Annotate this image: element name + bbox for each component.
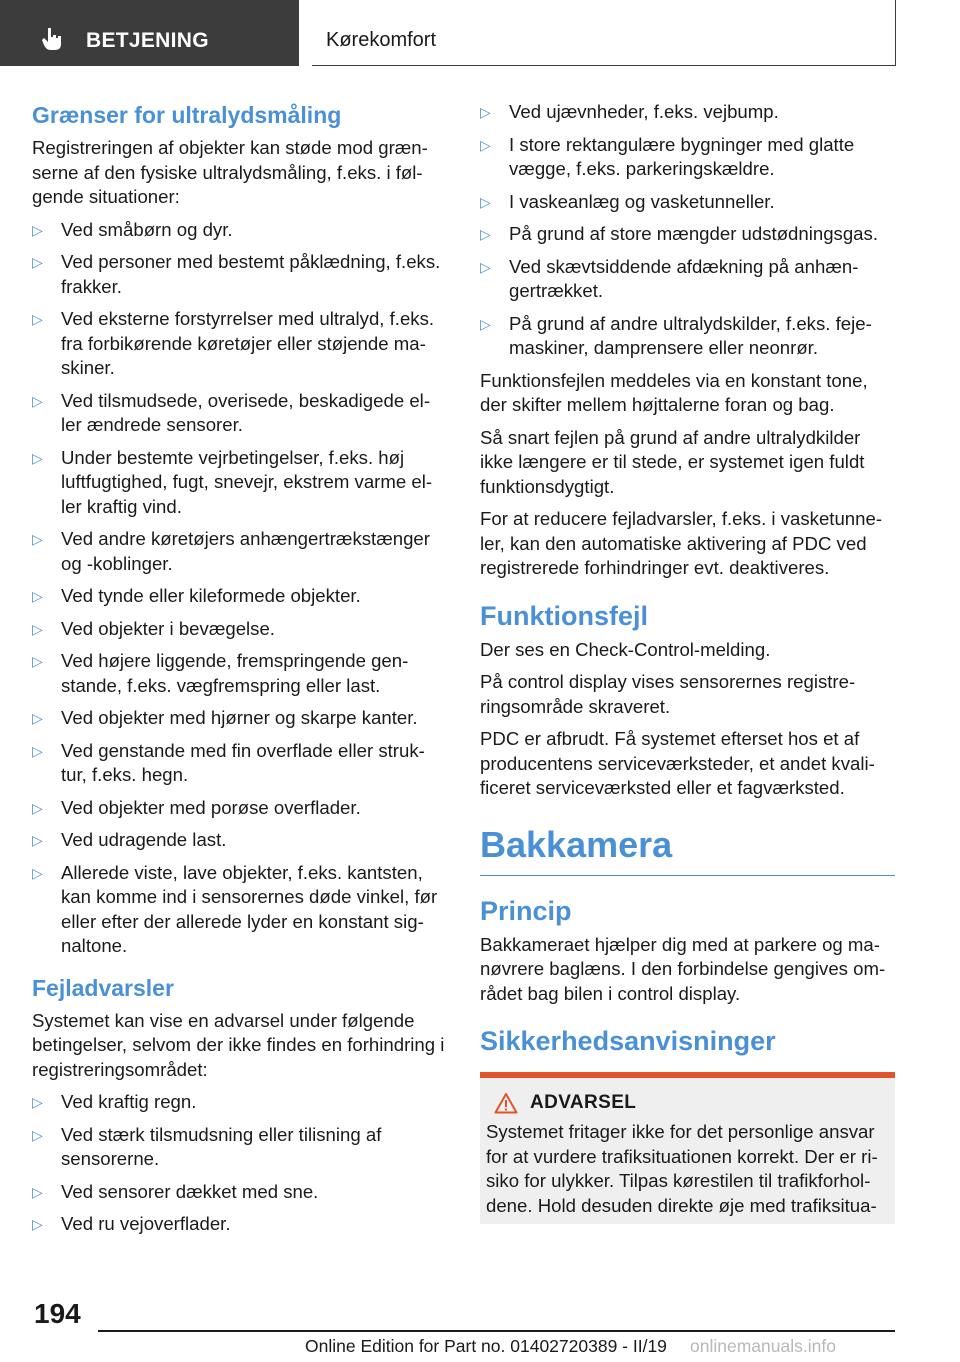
false-warnings-list-cont: [480, 100, 895, 361]
limits-heading: Grænser for ultralydsmåling: [32, 102, 342, 128]
safety-heading: Sikkerhedsanvisninger: [480, 1026, 776, 1056]
triangle-bullet-icon: ▷: [32, 799, 43, 816]
list-item: ▷ Ved kraftig regn.: [32, 1090, 447, 1115]
list-item: ▷ Ved småbørn og dyr.: [32, 218, 447, 243]
warning-label: ADVARSEL: [530, 1092, 637, 1113]
list-item: ▷ Ved objekter med porøse overflader.: [32, 796, 447, 821]
principle-text: Bakkameraet hjælper dig med at parkere og ma-nøvrere baglæns. I den forbindelse gengives om-rådet bag bilen i control display.: [480, 933, 886, 1004]
page-number: 194: [34, 1298, 81, 1329]
list-item: ▷ Ved personer med bestemt påklædning, f.eks. frakker.: [32, 251, 441, 297]
left-column: [32, 100, 447, 1245]
watermark: onlinemanuals.info: [690, 1336, 836, 1356]
triangle-bullet-icon: ▷: [32, 392, 43, 409]
principle-heading: Princip: [480, 895, 572, 926]
list-item: ▷ Ved objekter i bevægelse.: [32, 617, 447, 642]
triangle-bullet-icon: ▷: [480, 136, 491, 153]
false-warnings-note-3: For at reducere fejladvarsler, f.eks. i vasketunne-ler, kan den automatiske aktivering af PDC ved registrerede forhindringer evt. deaktiveres.: [480, 508, 883, 578]
list-item: ▷ Under bestemte vejrbetingelser, f.eks. høj luftfugtighed, fugt, snevejr, ekstrem varme el-ler kraftig vind.: [32, 446, 433, 517]
triangle-bullet-icon: ▷: [32, 710, 43, 726]
triangle-bullet-icon: ▷: [480, 193, 491, 210]
triangle-bullet-icon: ▷: [32, 254, 43, 270]
triangle-bullet-icon: ▷: [32, 311, 43, 327]
triangle-bullet-icon: ▷: [32, 1183, 43, 1200]
triangle-bullet-icon: ▷: [32, 742, 43, 759]
list-item: ▷ Ved objekter med hjørner og skarpe kanter.: [32, 706, 447, 731]
triangle-bullet-icon: ▷: [480, 315, 491, 332]
false-warnings-heading: Fejladvarsler: [32, 974, 174, 1001]
limits-intro: Registreringen af objekter kan støde mod græn-serne af den fysiske ultralydsmåling, f.eks. i føl-gende situationer:: [32, 137, 428, 207]
malfunction-text-2: På control display vises sensorernes registre-ringsområde skraveret.: [480, 671, 856, 717]
section-tab: [312, 0, 896, 66]
triangle-bullet-icon: ▷: [32, 221, 43, 238]
triangle-bullet-icon: ▷: [480, 226, 491, 242]
triangle-bullet-icon: ▷: [32, 1094, 43, 1110]
triangle-bullet-icon: ▷: [32, 531, 43, 547]
page-header: [0, 0, 960, 66]
triangle-bullet-icon: ▷: [32, 1216, 43, 1232]
warning-title: [494, 1092, 889, 1114]
list-item: ▷ Allerede viste, lave objekter, f.eks. kantsten, kan komme ind i sensorernes døde vinkel, før eller efter der allerede lyder en konstant sig-naltone.: [32, 861, 438, 956]
right-column: [480, 100, 895, 1224]
warning-triangle-icon: [494, 1092, 518, 1114]
list-item: ▷ Ved eksterne forstyrrelser med ultralyd, f.eks. fra forbikørende køretøjer eller støjende ma-skiner.: [32, 308, 435, 378]
chapter-heading: Bakkamera: [480, 823, 895, 876]
false-warnings-intro: Systemet kan vise en advarsel under følgende betingelser, selvom der ikke findes en forhindring i registreringsområdet:: [32, 1009, 445, 1080]
chapter-tab[interactable]: [0, 0, 299, 66]
false-warnings-list: [32, 1090, 447, 1237]
malfunction-text-3: PDC er afbrudt. Få systemet efterset hos et af producentens serviceværksteder, et andet kvali-ficeret serviceværksted eller et fagværksted.: [480, 728, 875, 798]
list-item: ▷ Ved højere liggende, fremspringende gen-stande, f.eks. vægfremspring eller last.: [32, 650, 409, 696]
triangle-bullet-icon: ▷: [32, 832, 43, 848]
malfunction-heading: Funktionsfejl: [480, 600, 648, 631]
footer-divider: [98, 1330, 895, 1332]
edition-note: Online Edition for Part no. 01402720389 - II/19: [305, 1336, 667, 1356]
false-warnings-note-2: Så snart fejlen på grund af andre ultralydkilder ikke længere er til stede, er systemet igen fuldt funktionsdygtigt.: [480, 426, 865, 497]
list-item: ▷ Ved tynde eller kileformede objekter.: [32, 584, 447, 609]
list-item: ▷ På grund af andre ultralydskilder, f.eks. feje-maskiner, damprensere eller neonrør.: [480, 312, 872, 358]
list-item: ▷ Ved ru vejoverflader.: [32, 1212, 447, 1237]
triangle-bullet-icon: ▷: [480, 258, 491, 275]
list-item: ▷ I store rektangulære bygninger med glatte vægge, f.eks. parkeringskældre.: [480, 133, 855, 179]
list-item: ▷ Ved andre køretøjers anhængertrækstænger og -koblinger.: [32, 528, 430, 574]
list-item: ▷ Ved genstande med fin overflade eller struk-tur, f.eks. hegn.: [32, 739, 425, 785]
list-item: ▷ Ved sensorer dækket med sne.: [32, 1180, 447, 1205]
list-item: ▷ Ved ujævnheder, f.eks. vejbump.: [480, 100, 895, 125]
list-item: ▷ På grund af store mængder udstødningsgas.: [480, 222, 895, 247]
list-item: ▷ Ved stærk tilsmudsning eller tilisning af sensorerne.: [32, 1123, 382, 1169]
false-warnings-note-1: Funktionsfejlen meddeles via en konstant tone, der skifter mellem højttalerne foran og bag.: [480, 369, 868, 415]
list-item: ▷ Ved skævtsiddende afdækning på anhæn-gertrækket.: [480, 255, 859, 301]
triangle-bullet-icon: ▷: [480, 104, 491, 120]
triangle-bullet-icon: ▷: [32, 620, 43, 637]
limits-list: [32, 218, 447, 959]
warning-box: [480, 1072, 895, 1224]
triangle-bullet-icon: ▷: [32, 588, 43, 604]
warning-text: Systemet fritager ikke for det personlige ansvar for at vurdere trafiksituationen korrekt. Der er ri-siko for ulykker. Tilpas kørestilen til trafikforhol-dene. Hold desuden direkte øje med trafiksitua-: [486, 1121, 878, 1216]
list-item: ▷ Ved tilsmudsede, overisede, beskadigede el-ler ændrede sensorer.: [32, 389, 431, 435]
list-item: ▷ I vaskeanlæg og vasketunneller.: [480, 190, 895, 215]
triangle-bullet-icon: ▷: [32, 1126, 43, 1143]
section-label: Kørekomfort: [326, 29, 437, 51]
triangle-bullet-icon: ▷: [32, 653, 43, 669]
list-item: ▷ Ved udragende last.: [32, 828, 447, 853]
triangle-bullet-icon: ▷: [32, 864, 43, 881]
hand-pointer-icon: [40, 26, 66, 52]
chapter-label: BETJENING: [86, 29, 209, 52]
malfunction-text-1: Der ses en Check-Control-melding.: [480, 638, 771, 660]
triangle-bullet-icon: ▷: [32, 449, 43, 466]
